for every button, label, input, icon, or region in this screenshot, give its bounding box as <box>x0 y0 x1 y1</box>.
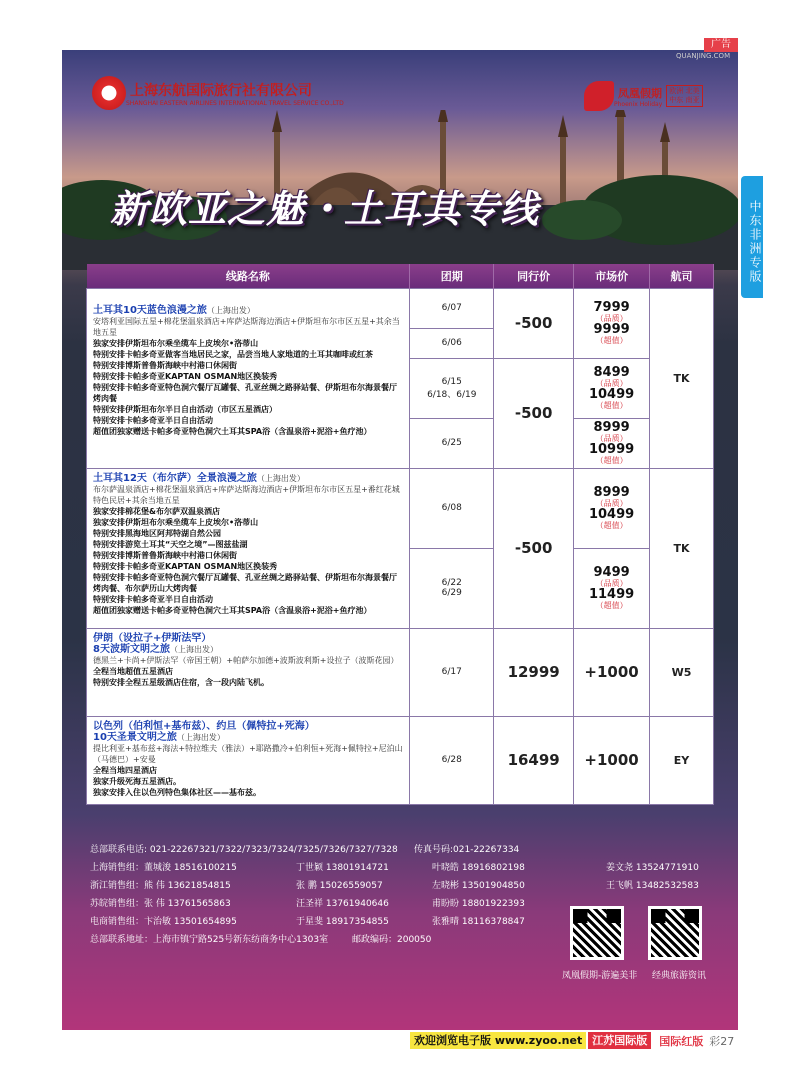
route-1-peer-price: -500 <box>494 358 574 468</box>
table-header-row <box>87 264 714 288</box>
route-1-highlight: 特别安排卡帕多奇亚半日自由活动 <box>93 415 213 425</box>
contact-entry: 于星斐 18917354855 <box>296 917 389 927</box>
route-1-date: 6/06 <box>410 328 494 358</box>
route-4-highlight: 全程当地四星酒店 <box>93 765 157 775</box>
route-3-hotels: 德黑兰+卡尚+伊斯法罕（帝国王朝）+帕萨尔加德+波斯波利斯+设拉子（波斯花园） <box>93 655 399 665</box>
route-1-market-price: 8999 （品质） 10999 （超值） <box>574 418 650 468</box>
hq-address: 总部联系地址：上海市镇宁路525号新东纺商务中心1303室 <box>90 935 329 945</box>
table-row <box>87 288 714 328</box>
contact-entry: 上海销售组：董城浚 18516100215 <box>90 863 237 873</box>
route-3-airline: W5 <box>650 628 714 716</box>
route-2-details <box>87 468 410 628</box>
table-row <box>87 468 714 548</box>
route-3-details <box>87 628 410 716</box>
header-route: 线路名称 <box>87 264 410 288</box>
header-airline: 航司 <box>650 264 714 288</box>
route-4-peer-price: 16499 <box>494 716 574 804</box>
route-2-highlight: 特别安排卡帕多奇亚特色洞穴餐厅瓦罐餐、孔亚丝绸之路驿站餐、伊斯坦布尔海景餐厅烤肉餐、布尔萨历山大烤肉餐 <box>93 572 397 593</box>
route-3-highlight: 全程当地超值五星酒店 <box>93 666 173 676</box>
contact-entry: 张雅晴 18116378847 <box>432 917 525 927</box>
footer-website-link[interactable]: 欢迎浏览电子版 www.zyoo.net <box>410 1032 586 1049</box>
route-2-highlight: 特别安排游览土耳其“天空之境”—图兹盐湖 <box>93 539 248 549</box>
contact-entry: 电商销售组：卞治敏 13501654895 <box>90 917 237 927</box>
footer-edition-badge: 江苏国际版 <box>588 1032 651 1049</box>
route-table <box>86 264 714 805</box>
headline: 新欧亚之魅・土耳其专线 <box>110 187 540 231</box>
contact-entry: 苏皖销售组：张 伟 13761565863 <box>90 899 231 909</box>
route-2-date: 6/08 <box>410 468 494 548</box>
contact-entry: 张 鹏 15026559057 <box>296 881 383 891</box>
contact-entry: 叶晓皓 18916802198 <box>432 863 525 873</box>
phoenix-brand: 凤凰假期 <box>618 86 662 100</box>
route-4-hotels: 提比利亚+基布兹+海法+特拉维夫（雅法）+耶路撒冷+伯利恒+死海+佩特拉+尼泊山（马德巴）+安曼 <box>93 743 403 764</box>
route-2-market-price: 9499 （品质） 11499 （超值） <box>574 548 650 628</box>
route-4-airline: EY <box>650 716 714 804</box>
contact-entry: 汪圣祥 13761940646 <box>296 899 389 909</box>
company-name-en: SHANGHAI EASTERN AIRLINES INTERNATIONAL TRAVEL SERVICE CO.,LTD <box>126 99 344 107</box>
table-row <box>87 716 714 804</box>
qr-code-travel-news[interactable] <box>648 906 702 960</box>
route-4-highlight: 独家升级死海五星酒店。 <box>93 776 181 786</box>
route-1-date: 6/15 6/18、6/19 <box>410 358 494 418</box>
route-4-title: 以色列（伯利恒+基布兹）、约旦（佩特拉+死海） <box>93 720 315 732</box>
route-3-peer-price: 12999 <box>494 628 574 716</box>
route-1-hotels: 安塔利亚国际五星+棉花堡温泉酒店+库萨达斯海边酒店+伊斯坦布尔市区五星+其余当地五星 <box>93 316 400 337</box>
company-name: 上海东航国际旅行社有限公司 <box>130 82 312 99</box>
route-2-highlight: 独家安排伊斯坦布尔乘坐缆车上皮埃尔•洛蒂山 <box>93 517 259 527</box>
footer-color-edition: 国际红版 <box>659 1034 704 1048</box>
route-2-hotels: 布尔萨温泉酒店+棉花堡温泉酒店+库萨达斯海边酒店+伊斯坦布尔市区五星+番红花城特色民居+其余当地五星 <box>93 484 400 505</box>
route-1-date: 6/07 <box>410 288 494 328</box>
qr-label-phoenix: 凤凰假期-游遍美非 <box>562 971 638 981</box>
route-1-peer-price: -500 <box>494 288 574 358</box>
phoenix-icon <box>584 81 614 111</box>
qr-label-travel-news: 经典旅游资讯 <box>652 971 707 981</box>
contact-entry: 左晓彬 13501904850 <box>432 881 525 891</box>
route-2-highlight: 特别安排卡帕多奇亚半日自由活动 <box>93 594 213 604</box>
route-4-market-price: +1000 <box>574 716 650 804</box>
route-2-title: 土耳其12天（布尔萨）全景浪漫之旅（上海出发） <box>93 472 305 484</box>
header-market-price: 市场价 <box>574 264 650 288</box>
route-1-airline: TK <box>650 288 714 468</box>
route-1-highlight: 特别安排伊斯坦布尔半日自由活动（市区五星酒店） <box>93 404 277 414</box>
route-3-market-price: +1000 <box>574 628 650 716</box>
route-1-highlight: 特别安排卡帕多奇亚KAPTAN OSMAN地区换装秀 <box>93 371 278 381</box>
footer-page-number: 彩27 <box>709 1034 735 1048</box>
page-footer <box>410 1032 734 1049</box>
phoenix-tag-1: 欧洲 北美 <box>669 87 700 95</box>
route-3-subtitle: 8天波斯文明之旅（上海出发） <box>93 643 218 655</box>
route-2-peer-price: -500 <box>494 468 574 628</box>
route-4-date: 6/28 <box>410 716 494 804</box>
hq-phone: 总部联系电话: 021-22267321/7322/7323/7324/7325/7326/7327/7328 <box>90 845 398 855</box>
route-1-highlight: 特别安排卡帕多奇亚做客当地居民之家，品尝当地人家地道的土耳其咖啡或红茶 <box>93 349 373 359</box>
company-logo <box>92 76 344 110</box>
route-2-highlight: 特别安排卡帕多奇亚KAPTAN OSMAN地区换装秀 <box>93 561 278 571</box>
route-1-highlight: 特别安排卡帕多奇亚特色洞穴餐厅瓦罐餐、孔亚丝绸之路驿站餐、伊斯坦布尔海景餐厅烤肉餐 <box>93 382 397 403</box>
route-2-highlight: 独家安排棉花堡&布尔萨双温泉酒店 <box>93 506 220 516</box>
route-3-date: 6/17 <box>410 628 494 716</box>
fax: 传真号码:021-22267334 <box>414 845 520 855</box>
header-dates: 团期 <box>410 264 494 288</box>
postcode: 邮政编码：200050 <box>352 935 432 945</box>
contact-entry: 甫盼盼 18801922393 <box>432 899 525 909</box>
route-1-highlight: 超值团独家赠送卡帕多奇亚特色洞穴土耳其SPA浴（含温泉浴+泥浴+鱼疗池） <box>93 426 372 436</box>
phoenix-holiday-logo <box>584 78 714 114</box>
section-side-tab[interactable]: 中东非洲专版 <box>741 176 763 298</box>
route-1-date: 6/25 <box>410 418 494 468</box>
company-logo-icon <box>92 76 126 110</box>
route-3-highlight: 特别安排全程五星级酒店住宿，含一段内陆飞机。 <box>93 677 269 687</box>
contact-entry: 丁世颖 13801914721 <box>296 863 389 873</box>
contact-entry: 王飞帆 13482532583 <box>606 881 699 891</box>
route-1-market-price: 7999 （品质） 9999 （超值） <box>574 288 650 358</box>
contact-entry: 姜文尧 13524771910 <box>606 863 699 873</box>
route-2-highlight: 特别安排博斯普鲁斯海峡中村港口休闲街 <box>93 550 237 560</box>
route-2-airline: TK <box>650 468 714 628</box>
route-4-subtitle: 10天圣景文明之旅（上海出发） <box>93 731 225 743</box>
route-1-title: 土耳其10天蓝色浪漫之旅（上海出发） <box>93 304 255 316</box>
route-1-highlight: 特别安排博斯普鲁斯海峡中村港口休闲街 <box>93 360 237 370</box>
qr-code-phoenix[interactable] <box>570 906 624 960</box>
table-row <box>87 628 714 716</box>
header-peer-price: 同行价 <box>494 264 574 288</box>
route-2-highlight: 特别安排黑海地区阿邦特湖自然公园 <box>93 528 221 538</box>
route-2-market-price: 8999 （品质） 10499 （超值） <box>574 468 650 548</box>
route-2-date: 6/22 6/29 <box>410 548 494 628</box>
route-1-details <box>87 288 410 468</box>
ad-tag: 广告 <box>704 38 738 52</box>
phoenix-tag-2: 中东 南亚 <box>669 96 700 104</box>
contact-entry: 浙江销售组：熊 伟 13621854815 <box>90 881 231 891</box>
route-1-highlight: 独家安排伊斯坦布尔乘坐缆车上皮埃尔•洛蒂山 <box>93 338 259 348</box>
route-4-highlight: 独家安排入住以色列特色集体社区——基布兹。 <box>93 787 261 797</box>
route-4-details <box>87 716 410 804</box>
route-2-highlight: 超值团独家赠送卡帕多奇亚特色洞穴土耳其SPA浴（含温泉浴+泥浴+鱼疗池） <box>93 605 372 615</box>
route-3-title: 伊朗（设拉子+伊斯法罕） <box>93 632 212 644</box>
route-1-market-price: 8499 （品质） 10499 （超值） <box>574 358 650 418</box>
watermark: QUANJING.COM <box>676 52 731 60</box>
phoenix-brand-en: Phoenix Holiday <box>614 100 663 108</box>
